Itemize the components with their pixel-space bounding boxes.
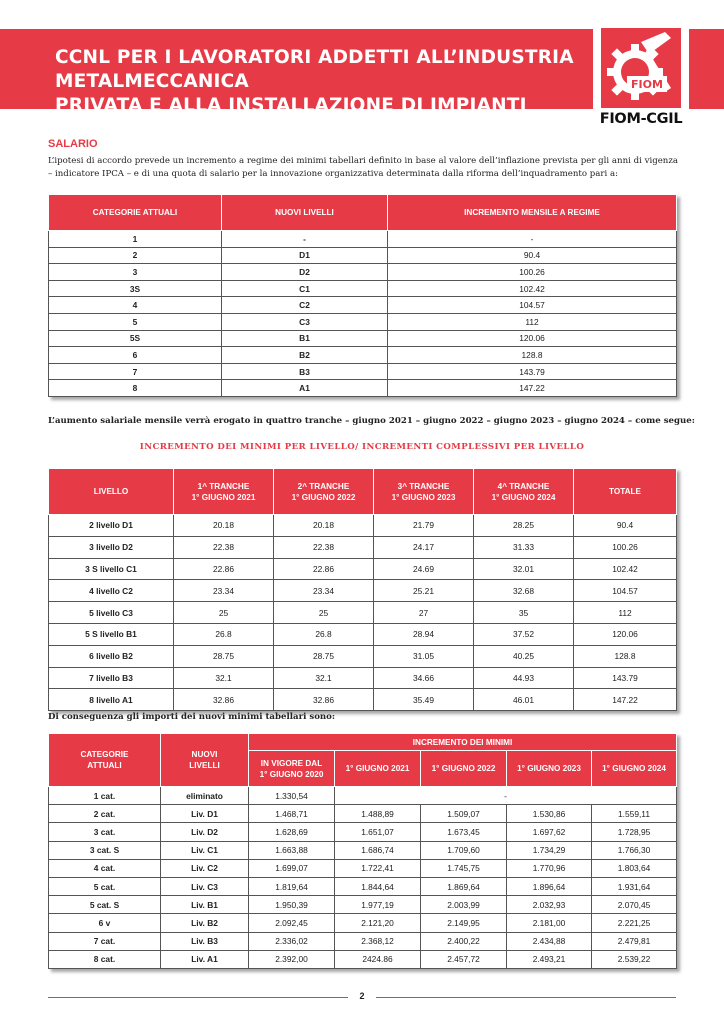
table-cell: 8 livello A1	[49, 689, 174, 711]
table-cell: 8	[49, 380, 222, 397]
table-cell: 1.950,39	[249, 896, 335, 914]
page-title-line-2: PRIVATA E ALLA INSTALLAZIONE DI IMPIANTI	[55, 95, 527, 116]
table-cell: 2.121,20	[335, 914, 421, 932]
table-cell: 25	[274, 602, 374, 624]
table-cell: 2.092,45	[249, 914, 335, 932]
table-cell: 1.977,19	[335, 896, 421, 914]
table-cell: 2.336,02	[249, 932, 335, 950]
table-cell: 147.22	[388, 380, 677, 397]
table-row	[49, 787, 677, 805]
table-cell: 1 cat.	[49, 787, 161, 805]
table-cell: Liv. C3	[161, 877, 249, 895]
table-row	[49, 645, 677, 667]
table-row	[49, 841, 677, 859]
table-row	[49, 914, 677, 932]
table-cell: 5 cat.	[49, 877, 161, 895]
tranche-table	[48, 468, 677, 711]
table-cell: 1.770,96	[507, 859, 592, 877]
table-row	[49, 689, 677, 711]
table-cell: 1.734,29	[507, 841, 592, 859]
table-cell: 32.1	[274, 667, 374, 689]
table-cell: 31.05	[374, 645, 474, 667]
table-cell: 6	[49, 347, 222, 364]
col-header-nuovi-livelli: NUOVI LIVELLI	[161, 734, 249, 787]
table-cell: Liv. D2	[161, 823, 249, 841]
table-cell: 5 S livello B1	[49, 623, 174, 645]
table-header-row	[49, 469, 677, 515]
table-cell: 128.8	[388, 347, 677, 364]
page-title-line-1: CCNL PER I LAVORATORI ADDETTI ALL’INDUSTRIA METALMECCANICA	[55, 47, 574, 92]
page-number: 2	[359, 991, 365, 1001]
table-cell: Liv. C2	[161, 859, 249, 877]
table-cell: 5 cat. S	[49, 896, 161, 914]
col-header-in-vigore: IN VIGORE DAL 1° GIUGNO 2020	[249, 751, 335, 787]
table-cell: 25.21	[374, 580, 474, 602]
table-row	[49, 297, 677, 314]
new-minimums-sentence: Di conseguenza gli importi dei nuovi minimi tabellari sono:	[48, 712, 336, 722]
table-cell: 3	[49, 264, 222, 281]
table-cell: -	[335, 787, 677, 805]
table-cell: 31.33	[474, 536, 574, 558]
table-cell: 1.709,60	[421, 841, 507, 859]
col-header-nuovi-livelli: NUOVI LIVELLI	[222, 195, 388, 231]
col-header-giugno-2023: 1° GIUGNO 2023	[507, 751, 592, 787]
table-cell: 120.06	[388, 330, 677, 347]
table-header-row	[49, 734, 677, 751]
table-cell: B3	[222, 363, 388, 380]
intro-paragraph: L’ipotesi di accordo prevede un incremento a regime dei minimi tabellari definito in base al valore dell’inflazione prevista per gli anni di vigenza – indicatore IPCA – e di una quota di salario per la innovazione organizzativa determinata dalla riforma dell’inquadramento pari a:	[48, 156, 678, 179]
footer-rule-right	[376, 997, 676, 998]
table-cell: 4	[49, 297, 222, 314]
table-cell: 23.34	[174, 580, 274, 602]
table-cell: 104.57	[574, 580, 677, 602]
table-cell: 37.52	[474, 623, 574, 645]
table-cell: 143.79	[574, 667, 677, 689]
table-cell: 2 livello D1	[49, 515, 174, 537]
table-cell: 7 livello B3	[49, 667, 174, 689]
table-cell: 2.070,45	[592, 896, 677, 914]
table-cell: 5	[49, 313, 222, 330]
table-cell: 22.38	[274, 536, 374, 558]
table-cell: 40.25	[474, 645, 574, 667]
col-header-categorie: CATEGORIE ATTUALI	[49, 195, 222, 231]
table-cell: 1.509,07	[421, 805, 507, 823]
table-cell: 23.34	[274, 580, 374, 602]
table-cell: 3 livello D2	[49, 536, 174, 558]
table-cell: 26.8	[274, 623, 374, 645]
table-cell: D1	[222, 247, 388, 264]
table-cell: 1.931,64	[592, 877, 677, 895]
col-header-livello: LIVELLO	[49, 469, 174, 515]
table-cell: 2.493,21	[507, 950, 592, 968]
col-header-tranche-3: 3^ TRANCHE 1° GIUGNO 2023	[374, 469, 474, 515]
col-header-tranche-1: 1^ TRANCHE 1° GIUGNO 2021	[174, 469, 274, 515]
table-cell: 100.26	[574, 536, 677, 558]
table-row	[49, 602, 677, 624]
table-row	[49, 823, 677, 841]
table-cell: 27	[374, 602, 474, 624]
table-cell: 28.75	[274, 645, 374, 667]
col-header-giugno-2021: 1° GIUGNO 2021	[335, 751, 421, 787]
table-cell: 1.663,88	[249, 841, 335, 859]
section-title: SALARIO	[48, 138, 98, 150]
table-cell: 1.699,07	[249, 859, 335, 877]
table-cell: 2.392,00	[249, 950, 335, 968]
table-cell: 7	[49, 363, 222, 380]
table-cell: 24.17	[374, 536, 474, 558]
table-row	[49, 932, 677, 950]
table-cell: 2.457,72	[421, 950, 507, 968]
table-cell: 2.434,88	[507, 932, 592, 950]
table-row	[49, 363, 677, 380]
table-row	[49, 859, 677, 877]
col-header-tranche-2: 2^ TRANCHE 1° GIUGNO 2022	[274, 469, 374, 515]
table-cell: 3 S livello C1	[49, 558, 174, 580]
table-cell: 32.1	[174, 667, 274, 689]
table-cell: 5S	[49, 330, 222, 347]
col-header-categorie-attuali: CATEGORIE ATTUALI	[49, 734, 161, 787]
table-cell: 2.479,81	[592, 932, 677, 950]
table-cell: 44.93	[474, 667, 574, 689]
table-cell: 2.181,00	[507, 914, 592, 932]
table-cell: 1.697,62	[507, 823, 592, 841]
tranche-sentence: L’aumento salariale mensile verrà erogato in quattro tranche – giugno 2021 – giugno 2022 – giugno 2023 – giugno 2024 – come segue:	[48, 416, 695, 426]
table-cell: 1.896,64	[507, 877, 592, 895]
table-row	[49, 950, 677, 968]
table-row	[49, 623, 677, 645]
table-cell: 1.468,71	[249, 805, 335, 823]
table-row	[49, 231, 677, 248]
table-cell: 35.49	[374, 689, 474, 711]
table-cell: 2	[49, 247, 222, 264]
table-cell: 2.221,25	[592, 914, 677, 932]
table-cell: 120.06	[574, 623, 677, 645]
table-cell: 1.722,41	[335, 859, 421, 877]
table-cell: 3 cat.	[49, 823, 161, 841]
table-cell: A1	[222, 380, 388, 397]
fiom-cgil-logo	[593, 22, 689, 140]
table-row	[49, 280, 677, 297]
table-cell: B1	[222, 330, 388, 347]
table-cell: 20.18	[174, 515, 274, 537]
table-cell: 102.42	[574, 558, 677, 580]
table-cell: 1.869,64	[421, 877, 507, 895]
table-cell: 26.8	[174, 623, 274, 645]
table-cell: 34.66	[374, 667, 474, 689]
table-cell: B2	[222, 347, 388, 364]
table-cell: 104.57	[388, 297, 677, 314]
table-cell: 20.18	[274, 515, 374, 537]
table-row	[49, 667, 677, 689]
table-cell: 4 livello C2	[49, 580, 174, 602]
col-header-totale: TOTALE	[574, 469, 677, 515]
table-cell: 32.01	[474, 558, 574, 580]
table-cell: 24.69	[374, 558, 474, 580]
table2-subtitle: INCREMENTO DEI MINIMI PER LIVELLO/ INCREMENTI COMPLESSIVI PER LIVELLO	[139, 442, 585, 452]
table-cell: 1.728,95	[592, 823, 677, 841]
table-cell: 1.745,75	[421, 859, 507, 877]
table-cell: 90.4	[574, 515, 677, 537]
table-row	[49, 877, 677, 895]
table-cell: 1.766,30	[592, 841, 677, 859]
table-cell: 1.559,11	[592, 805, 677, 823]
fiom-logo-emblem	[601, 28, 681, 108]
table-cell: 1.686,74	[335, 841, 421, 859]
table-row	[49, 536, 677, 558]
table-cell: 28.75	[174, 645, 274, 667]
table-row	[49, 313, 677, 330]
table-cell: 147.22	[574, 689, 677, 711]
table-row	[49, 896, 677, 914]
table-cell: 143.79	[388, 363, 677, 380]
col-header-giugno-2022: 1° GIUGNO 2022	[421, 751, 507, 787]
table-cell: 1	[49, 231, 222, 248]
col-header-incremento: INCREMENTO MENSILE A REGIME	[388, 195, 677, 231]
table-row	[49, 558, 677, 580]
table-cell: 2.368,12	[335, 932, 421, 950]
table-cell: Liv. B2	[161, 914, 249, 932]
logo-badge-text: FIOM	[631, 78, 663, 91]
table-cell: Liv. C1	[161, 841, 249, 859]
table-cell: 112	[574, 602, 677, 624]
table-cell: 8 cat.	[49, 950, 161, 968]
table-row	[49, 347, 677, 364]
table-cell: Liv. A1	[161, 950, 249, 968]
table-cell: 2.539,22	[592, 950, 677, 968]
table-cell: 2.032,93	[507, 896, 592, 914]
table-cell: 35	[474, 602, 574, 624]
table-cell: 3 cat. S	[49, 841, 161, 859]
table-cell: -	[388, 231, 677, 248]
table-cell: 1.819,64	[249, 877, 335, 895]
table-cell: 28.94	[374, 623, 474, 645]
table-cell: C1	[222, 280, 388, 297]
table-cell: C2	[222, 297, 388, 314]
table-cell: 1.844,64	[335, 877, 421, 895]
table-cell: 128.8	[574, 645, 677, 667]
table-cell: Liv. D1	[161, 805, 249, 823]
table-cell: 1.651,07	[335, 823, 421, 841]
table-cell: 3S	[49, 280, 222, 297]
table-cell: 28.25	[474, 515, 574, 537]
table-cell: 32.86	[174, 689, 274, 711]
table-cell: 5 livello C3	[49, 602, 174, 624]
table-cell: 1.673,45	[421, 823, 507, 841]
table-cell: 90.4	[388, 247, 677, 264]
table-cell: 32.86	[274, 689, 374, 711]
table-cell: 6 livello B2	[49, 645, 174, 667]
table-cell: 1.330,54	[249, 787, 335, 805]
table-cell: 4 cat.	[49, 859, 161, 877]
table-row	[49, 805, 677, 823]
table-cell: 2.149,95	[421, 914, 507, 932]
page-title	[55, 46, 585, 118]
table-cell: 22.86	[174, 558, 274, 580]
table-cell: 1.488,89	[335, 805, 421, 823]
table-cell: 1.628,69	[249, 823, 335, 841]
new-minimums-table	[48, 733, 677, 969]
col-header-tranche-4: 4^ TRANCHE 1° GIUGNO 2024	[474, 469, 574, 515]
col-group-incremento-minimi: INCREMENTO DEI MINIMI	[249, 734, 677, 751]
table-cell: 21.79	[374, 515, 474, 537]
table-row	[49, 515, 677, 537]
table-row	[49, 247, 677, 264]
table-cell: D2	[222, 264, 388, 281]
table-cell: 22.38	[174, 536, 274, 558]
table-cell: 1.530,86	[507, 805, 592, 823]
table-cell: eliminato	[161, 787, 249, 805]
table-cell: -	[222, 231, 388, 248]
table-cell: 6 v	[49, 914, 161, 932]
table-row	[49, 264, 677, 281]
table-cell: 32.68	[474, 580, 574, 602]
increment-by-level-table	[48, 194, 677, 397]
logo-wordmark: FIOM-CGIL	[599, 111, 683, 127]
table-row	[49, 330, 677, 347]
table-cell: Liv. B3	[161, 932, 249, 950]
footer-rule-left	[48, 997, 348, 998]
table-cell: 102.42	[388, 280, 677, 297]
table-cell: 2.003,99	[421, 896, 507, 914]
table-cell: 2 cat.	[49, 805, 161, 823]
gear-hammer-icon	[601, 28, 681, 108]
col-header-giugno-2024: 1° GIUGNO 2024	[592, 751, 677, 787]
table-cell: 2.400,22	[421, 932, 507, 950]
table-cell: 2424.86	[335, 950, 421, 968]
table-header-row	[49, 195, 677, 231]
table-cell: 22.86	[274, 558, 374, 580]
table-cell: Liv. B1	[161, 896, 249, 914]
table-row	[49, 380, 677, 397]
table-cell: 100.26	[388, 264, 677, 281]
table-cell: 1.803,64	[592, 859, 677, 877]
table-cell: 25	[174, 602, 274, 624]
table-row	[49, 580, 677, 602]
table-cell: 112	[388, 313, 677, 330]
table-cell: 7 cat.	[49, 932, 161, 950]
table-cell: C3	[222, 313, 388, 330]
table-cell: 46.01	[474, 689, 574, 711]
